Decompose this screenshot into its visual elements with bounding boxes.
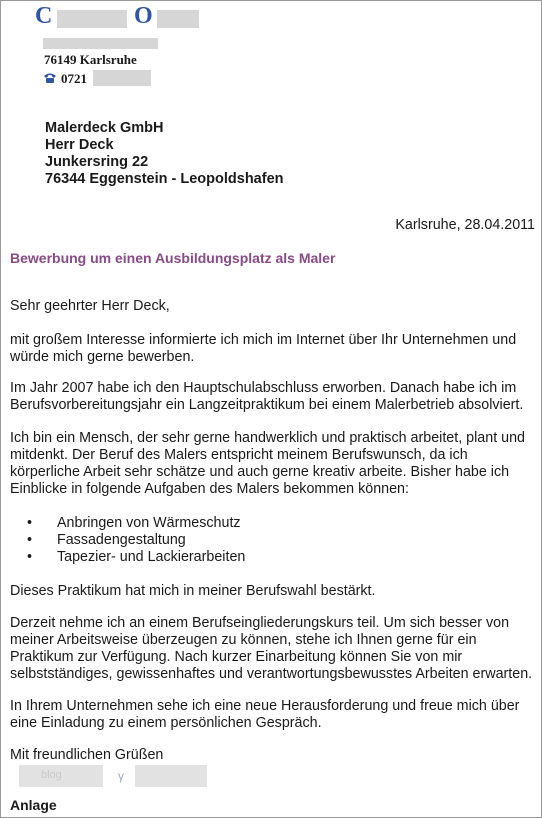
signature-stroke: γ: [118, 769, 124, 783]
salutation: Sehr geehrter Herr Deck,: [10, 298, 170, 314]
logo-letter-c: C: [35, 3, 53, 29]
logo-letter-o: O: [134, 3, 153, 29]
recipient-contact: Herr Deck: [45, 137, 114, 153]
subject-line: Bewerbung um einen Ausbildungsplatz als Maler: [10, 250, 336, 266]
recipient-street: Junkersring 22: [45, 154, 149, 170]
task-list: [27, 515, 245, 566]
paragraph-internship: Dieses Praktikum hat mich in meiner Berufswahl bestärkt.: [10, 583, 376, 599]
list-item: • Fassadengestaltung: [27, 532, 245, 549]
redacted-phone-block: [93, 70, 151, 86]
paragraph-current-course: Derzeit nehme ich an einem Berufseingliederungskurs teil. Um sich besser von meiner Arbeitsweise überzeugen zu können, stehe ich Ihnen gerne für ein Praktikum zur Verfügung. Nach kurzer Einarbeitung können Sie von mir selbstständiges, gewissenhaftes und verantwortungsbewusstes Arbeiten erwarten.: [10, 615, 533, 682]
signature-watermark: blog: [41, 769, 62, 781]
phone-icon: [43, 71, 57, 89]
redacted-surname-block: [157, 10, 199, 28]
recipient-city: 76344 Eggenstein - Leopoldshafen: [45, 171, 284, 187]
redacted-name-block: [57, 10, 127, 28]
paragraph-education: Im Jahr 2007 habe ich den Hauptschulabschluss erworben. Danach habe ich im Berufsvorbereitungsjahr ein Langzeitpraktikum bei einem Malerbetrieb absolviert.: [10, 380, 524, 413]
recipient-company: Malerdeck GmbH: [45, 120, 164, 136]
paragraph-closing: In Ihrem Unternehmen sehe ich eine neue Herausforderung und freue mich über eine Einladung zu einem persönlichen Gespräch.: [10, 698, 520, 731]
list-item: • Anbringen von Wärmeschutz: [27, 515, 245, 532]
sender-city: 76149 Karlsruhe: [44, 52, 137, 67]
recipient-address: [45, 120, 284, 188]
list-item: • Tapezier- und Lackierarbeiten: [27, 549, 245, 566]
closing-greeting: Mit freundlichen Grüßen: [10, 747, 164, 763]
paragraph-interest: mit großem Interesse informierte ich mich im Internet über Ihr Unternehmen und würde mich gerne bewerben.: [10, 332, 517, 365]
date-line: Karlsruhe, 28.04.2011: [395, 217, 535, 233]
redacted-signature-block-2: [135, 765, 207, 787]
redacted-street-block: [43, 38, 158, 49]
paragraph-personality: Ich bin ein Mensch, der sehr gerne handwerklich und praktisch arbeitet, plant und mitdenkt. Der Beruf des Malers entspricht meinem Berufswunsch, da ich körperliche Arbeit sehr schätze und auch gerne kreativ arbeite. Bisher habe ich Einblicke in folgende Aufgaben des Malers bekommen können:: [10, 430, 525, 497]
sender-phone-prefix: 0721: [61, 71, 87, 86]
attachment-label: Anlage: [10, 797, 57, 813]
